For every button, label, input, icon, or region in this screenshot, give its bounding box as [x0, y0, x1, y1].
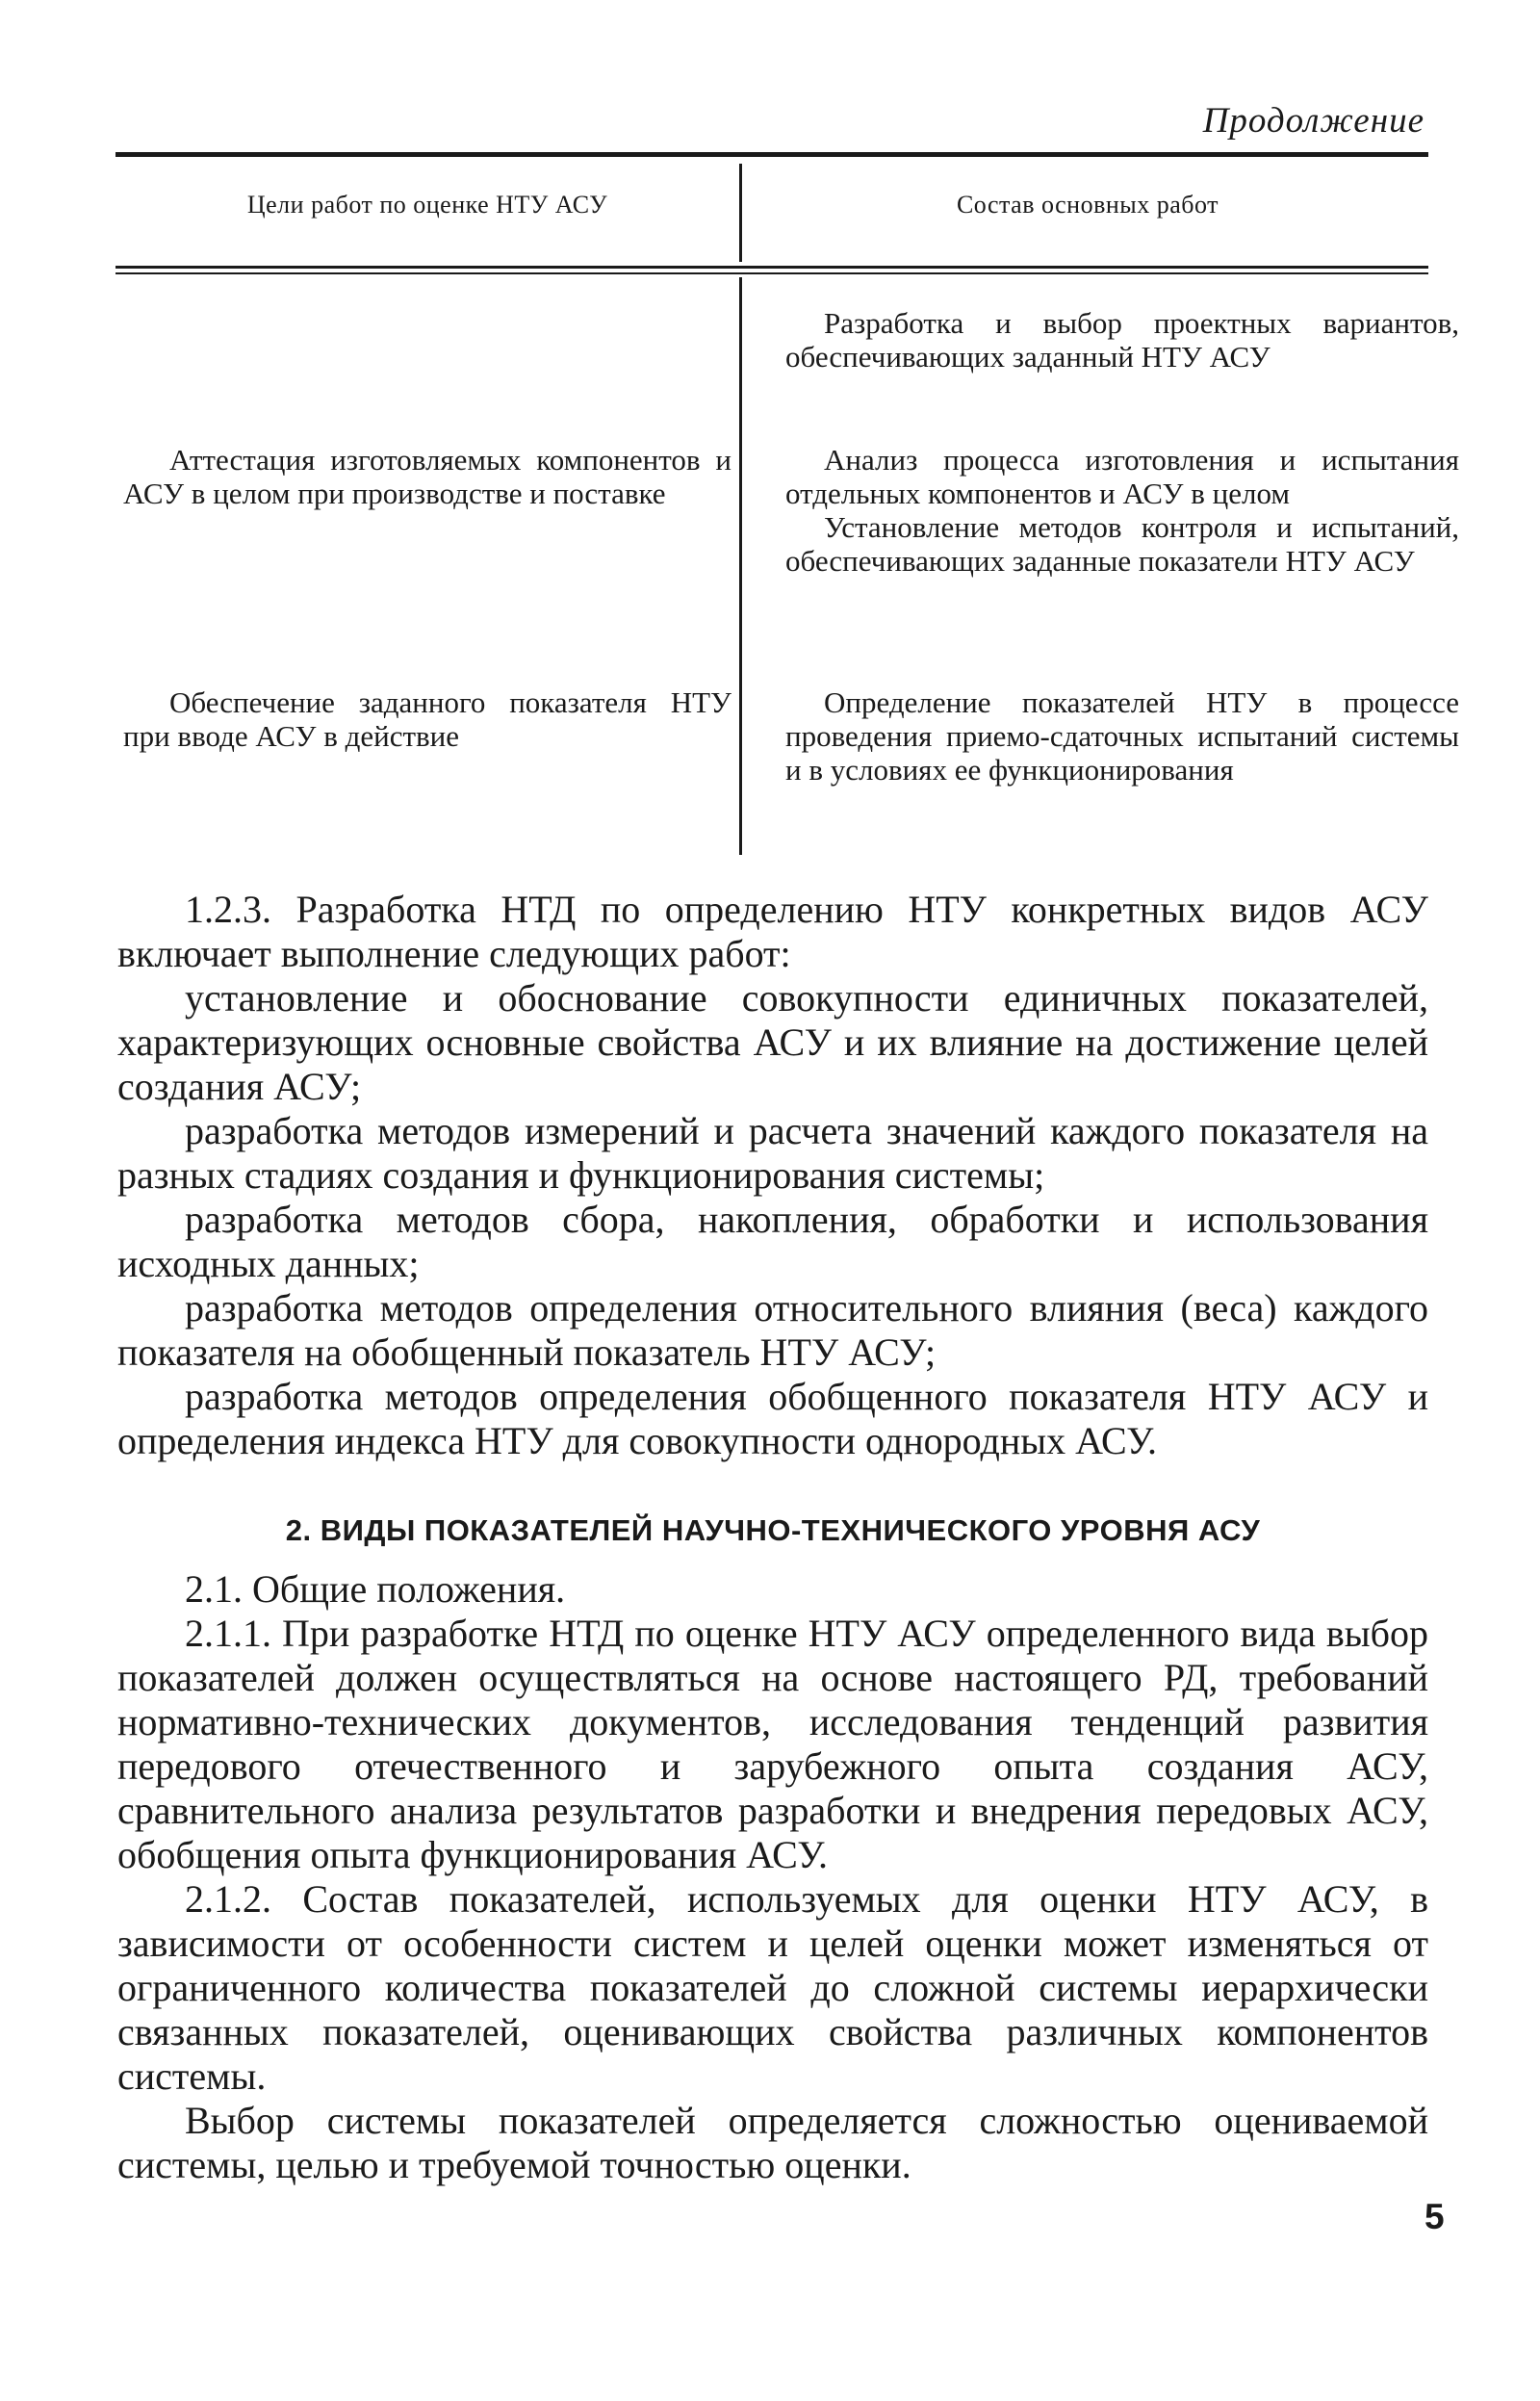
table-row-3-goal: [123, 685, 732, 753]
table-top-rule: [116, 152, 1428, 157]
paragraph: 2.1.1. При разработке НТД по оценке НТУ АСУ определенного вида выбор показателей должен осуществляться на основе настоящего РД, требований нормативно-технических документов, исследования тенденций развития передового отечественного и зарубежного опыта создания АСУ, сравнительного анализа результатов разработки и внедрения передовых АСУ, обобщения опыта функционирования АСУ.: [117, 1612, 1428, 1876]
page-number: 5: [1424, 2197, 1445, 2236]
section-1-text: [117, 888, 1428, 1463]
table-cell-text: Аттестация изготовляемых компонентов и АСУ в целом при производстве и поставке: [123, 443, 732, 510]
table-header-goals: Цели работ по оценке НТУ АСУ: [246, 191, 608, 219]
table-cell-text: Установление методов контроля и испытаний, обеспечивающих заданные показатели НТУ АСУ: [785, 510, 1459, 578]
table-row-3-works: [785, 685, 1459, 787]
table-row-1-works: [785, 306, 1459, 374]
table-row-2-goal: [123, 443, 732, 510]
table-cell-text: Анализ процесса изготовления и испытания отдельных компонентов и АСУ в целом: [785, 443, 1459, 510]
paragraph: разработка методов измерений и расчета значений каждого показателя на разных стадиях создания и функционирования системы;: [117, 1109, 1428, 1197]
section-2-heading: 2. ВИДЫ ПОКАЗАТЕЛЕЙ НАУЧНО-ТЕХНИЧЕСКОГО УРОВНЯ АСУ: [285, 1513, 1261, 1547]
paragraph: 2.1.2. Состав показателей, используемых для оценки НТУ АСУ, в зависимости от особенности систем и целей оценки может изменяться от ограниченного количества показателей до сложной системы иерархически связанных показателей, оценивающих свойства различных компонентов системы.: [117, 1877, 1428, 2098]
paragraph: Выбор системы показателей определяется сложностью оцениваемой системы, целью и требуемой точностью оценки.: [117, 2099, 1428, 2186]
table-header-rule: [116, 266, 1428, 269]
paragraph: 2.1. Общие положения.: [185, 1567, 566, 1611]
paragraph: разработка методов определения обобщенного показателя НТУ АСУ и определения индекса НТУ для совокупности однородных АСУ.: [117, 1375, 1428, 1462]
paragraph: 1.2.3. Разработка НТД по определению НТУ конкретных видов АСУ включает выполнение следующих работ:: [117, 888, 1428, 975]
table-cell-text: Обеспечение заданного показателя НТУ при вводе АСУ в действие: [123, 685, 732, 753]
table-cell-text: Разработка и выбор проектных вариантов, обеспечивающих заданный НТУ АСУ: [785, 306, 1459, 374]
continuation-label: Продолжение: [1202, 101, 1424, 141]
table-header-divider: [739, 164, 742, 262]
table-cell-text: Определение показателей НТУ в процессе проведения приемо-сдаточных испытаний системы и в условиях ее функционирования: [785, 685, 1459, 787]
paragraph: разработка методов определения относительного влияния (веса) каждого показателя на обобщенный показатель НТУ АСУ;: [117, 1286, 1428, 1374]
section-2-text: [117, 1567, 1428, 2187]
paragraph: разработка методов сбора, накопления, обработки и использования исходных данных;: [117, 1198, 1428, 1285]
table-row-2-works: [785, 443, 1459, 578]
paragraph: установление и обоснование совокупности единичных показателей, характеризующих основные свойства АСУ и их влияние на достижение целей создания АСУ;: [117, 976, 1428, 1108]
table-header-rule-second: [116, 272, 1428, 274]
table-header-works: Состав основных работ: [956, 191, 1219, 219]
table-column-divider: [739, 277, 742, 855]
